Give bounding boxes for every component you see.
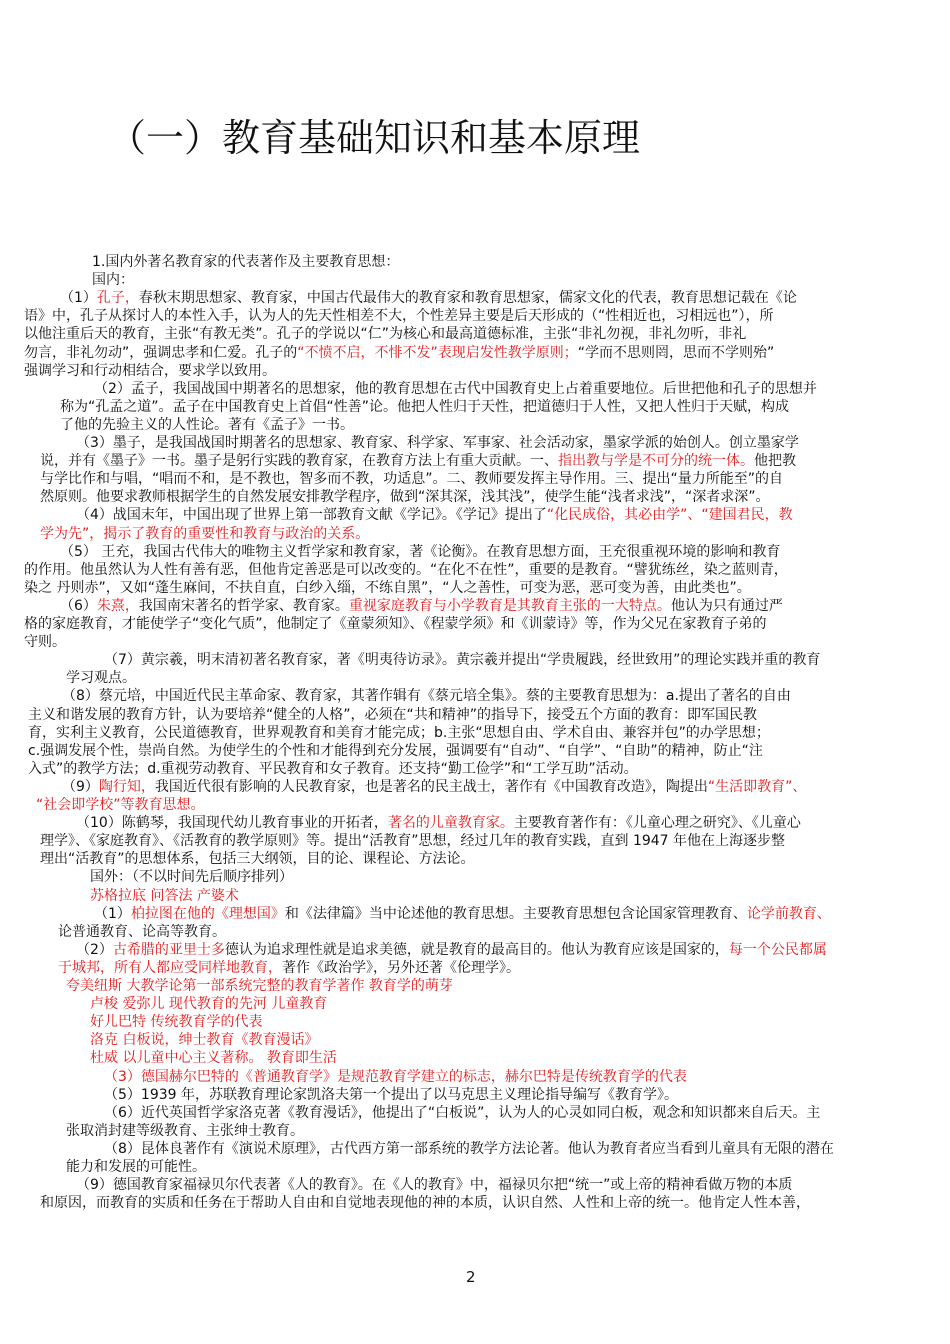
text-segment: 入式”的教学方法；d.重视劳动教育、平民教育和女子教育。还支持“勤工俭学”和“工学互助”活动。 bbox=[28, 760, 638, 777]
text-segment: 语》中，孔子从探讨人的本性入手，认为人的先天性相差不大，个性差异主要是后天形成的（“性相近也，习相远也”），所 bbox=[24, 308, 774, 325]
text-segment: 国内： bbox=[92, 272, 134, 289]
highlighted-text: “社会即学校”等教育思想。 bbox=[36, 797, 205, 813]
highlighted-text: 夸美纽斯 大教学论第一部系统完整的教育学著作 教育学的萌芽 bbox=[66, 978, 453, 994]
text-line bbox=[58, 922, 226, 942]
text-segment: 说，并有《墨子》一书。墨子是躬行实践的教育家，在教育方法上有重大贡献。一、 bbox=[40, 453, 558, 470]
text-segment: 著作《政治学》，另外还著《伦理学》。 bbox=[282, 959, 520, 976]
text-segment: （6） bbox=[60, 597, 97, 614]
text-segment: 德认为追求理性就是追求美德，就是教育的最高目的。他认为教育应该是国家的， bbox=[224, 941, 729, 958]
text-line bbox=[90, 1012, 262, 1032]
text-segment: 学习观点。 bbox=[66, 670, 136, 687]
text-segment: （8）蔡元培，中国近代民主革命家、教育家，其著作辑有《蔡元培全集》。蔡的主要教育思想为：a.提出了著名的自由 bbox=[62, 688, 791, 705]
text-segment: （5） 王充，我国古代伟大的唯物主义哲学家和教育家，著《论衡》。在教育思想方面，王充很重视环境的影响和教育 bbox=[60, 543, 781, 560]
text-segment: （5）1939 年，苏联教育理论家凯洛夫第一个提出了以马克思主义理论指导编写《教育学》。 bbox=[104, 1086, 678, 1103]
text-line bbox=[60, 596, 783, 616]
highlighted-text: 于城邦，所有人都应受同样地教育， bbox=[58, 959, 282, 976]
text-line bbox=[40, 487, 770, 507]
text-segment: 然原则。他要求教师根据学生的自然发展安排教学程序，做到“深其深，浅其浅”，使学生能“浅者求浅”，“深者求深”。 bbox=[40, 489, 770, 506]
text-line bbox=[76, 1175, 792, 1195]
text-line bbox=[60, 542, 780, 562]
text-line bbox=[76, 433, 799, 453]
text-segment: 张取消封建等级教育、主张绅士教育。 bbox=[66, 1122, 304, 1139]
text-segment: 称为“孔孟之道”。孟子在中国教育史上首倡“性善”论。他把人性归于天性，把道德归于人性，又把人性归于天赋，构成 bbox=[60, 398, 790, 415]
text-segment: 了他的先验主义的人性论。著有《孟子》一书。 bbox=[60, 416, 354, 433]
text-line bbox=[24, 306, 774, 326]
highlighted-text: 孔子， bbox=[96, 290, 139, 307]
text-line bbox=[62, 686, 791, 706]
text-line bbox=[90, 1048, 337, 1068]
highlighted-text: 好儿巴特 传统教育学的代表 bbox=[90, 1014, 263, 1031]
text-line bbox=[24, 632, 66, 652]
text-segment: 我国南宋著名的哲学家、教育家。 bbox=[138, 597, 349, 614]
highlighted-text: 论学前教育、 bbox=[746, 905, 831, 922]
text-segment: （2） bbox=[76, 941, 113, 958]
text-line bbox=[24, 578, 751, 598]
text-segment: 理出“活教育”的思想体系，包括三大纲领，目的论、课程论、方法论。 bbox=[40, 851, 475, 868]
text-line bbox=[24, 560, 788, 580]
text-segment: （1） bbox=[94, 905, 131, 922]
text-line bbox=[76, 505, 793, 525]
text-segment: 理学》、《家庭教育》、《活教育的教学原则》等。提出“活教育”思想，经过几年的教育实践，直到 1947 年他在上海逐步整 bbox=[40, 833, 786, 850]
text-segment: 主要教育著作有：《儿童心理之研究》、《儿童心 bbox=[513, 815, 801, 832]
highlighted-text: 朱熹， bbox=[96, 597, 139, 614]
text-segment: 1.国内外著名教育家的代表著作及主要教育思想： bbox=[92, 254, 400, 270]
highlighted-text: 陶行知， bbox=[98, 778, 155, 795]
text-line bbox=[58, 958, 520, 978]
highlighted-text: 每一个公民都属 bbox=[728, 941, 827, 958]
text-segment: 和《法律篇》当中论述他的教育思想。主要教育思想包含论国家管理教育、 bbox=[284, 905, 747, 922]
text-segment: 强调学习和行动相结合，要求学以致用。 bbox=[24, 362, 276, 379]
text-segment: （10）陈鹤琴，我国现代幼儿教育事业的开拓者， bbox=[76, 815, 388, 832]
text-line bbox=[40, 1193, 810, 1213]
text-line bbox=[28, 723, 770, 743]
text-line bbox=[40, 831, 785, 851]
text-line bbox=[60, 288, 797, 308]
text-line bbox=[62, 777, 806, 797]
text-segment: （3）墨子，是我国战国时期著名的思想家、教育家、科学家、军事家、社会活动家，墨家学派的始创人。创立墨家学 bbox=[76, 435, 799, 451]
text-line bbox=[24, 343, 774, 363]
highlighted-text: （3）德国赫尔巴特的《普通教育学》是规范教育学建立的标志，赫尔巴特是传统教育学的代表 bbox=[104, 1068, 687, 1085]
highlighted-text: “化民成俗，其必由学”、“建国君民，教 bbox=[546, 507, 793, 524]
text-line bbox=[104, 1139, 834, 1159]
text-line bbox=[104, 1067, 687, 1087]
text-line bbox=[90, 1030, 318, 1050]
text-segment: 染之 丹则赤”，又如“蓬生麻间，不扶自直，白纱入缁，不练自黑”，“人之善性，可变为恶，恶可变为善，由此类也”。 bbox=[24, 579, 751, 596]
text-segment: 他认为只有通过严 bbox=[670, 597, 783, 614]
text-line bbox=[24, 361, 276, 381]
text-line bbox=[60, 397, 789, 417]
text-segment: （8）昆体良著作有《演说术原理》，古代西方第一部系统的教学方法论著。他认为教育者应当看到儿童具有无限的潜在 bbox=[104, 1140, 834, 1157]
text-segment: （4）战国末年，中国出现了世界上第一部教育文献《学记》。《学记》提出了 bbox=[76, 507, 547, 524]
highlighted-text: 古希腊的亚里士多 bbox=[112, 941, 225, 958]
text-line bbox=[24, 614, 767, 634]
text-line bbox=[24, 324, 746, 344]
page-number: 2 bbox=[466, 1268, 476, 1286]
text-segment: 勿言，非礼勿动”，强调忠孝和仁爱。孔子的 bbox=[24, 344, 298, 361]
highlighted-text: 杜威 以儿童中心主义著称。 教育即生活 bbox=[90, 1050, 337, 1067]
text-segment: 论普通教育、论高等教育。 bbox=[58, 923, 226, 940]
text-line bbox=[40, 451, 796, 471]
text-line bbox=[28, 759, 638, 779]
highlighted-text: “生活即教育”、 bbox=[707, 778, 807, 795]
text-line bbox=[40, 849, 475, 869]
page-title: （一）教育基础知识和基本原理 bbox=[108, 116, 641, 160]
text-line bbox=[90, 867, 293, 887]
highlighted-text: 学为先”，揭示了教育的重要性和教育与政治的关系。 bbox=[40, 525, 370, 542]
text-segment: 能力和发展的可能性。 bbox=[66, 1159, 206, 1175]
text-segment: 格的家庭教育，才能使学子“变化气质”，他制定了《童蒙须知》、《程蒙学须》和《训蒙诗》等，作为父兄在家教育子弟的 bbox=[24, 616, 767, 632]
text-segment: 以他注重后天的教育，主张“有教无类”。孔子的学说以“仁”为核心和最高道德标准，主张“非礼勿视，非礼勿听，非礼 bbox=[24, 326, 747, 343]
text-segment: “学而不思则罔，思而不学则殆” bbox=[577, 344, 775, 361]
highlighted-text: 柏拉图在他的《理想国》 bbox=[130, 905, 285, 922]
text-segment: 守则。 bbox=[24, 634, 66, 651]
text-line bbox=[66, 1157, 206, 1177]
text-segment: 主义和谐发展的教育方针，认为要培养“健全的人格”，必须在“共和精神”的指导下，接受五个方面的教育：即军国民教 bbox=[28, 706, 758, 723]
text-segment: （9）德国教育家福禄贝尔代表著《人的教育》。在《人的教育》中，福禄贝尔把“统一”或上帝的精神看做万物的本质 bbox=[76, 1177, 793, 1194]
text-line bbox=[76, 940, 827, 960]
highlighted-text: 洛克 白板说，绅士教育《教育漫话》 bbox=[90, 1032, 319, 1049]
text-line bbox=[104, 650, 820, 670]
text-line bbox=[90, 994, 327, 1014]
text-line bbox=[104, 1085, 678, 1105]
highlighted-text: “不愤不启，不悱不发”表现启发性教学原则； bbox=[297, 344, 578, 361]
text-line bbox=[94, 379, 817, 399]
text-segment: 和原因，而教育的实质和任务在于帮助人自由和自觉地表现他的神的本质，认识自然、人性和上帝的统一。他肯定人性本善， bbox=[40, 1195, 810, 1212]
text-line bbox=[66, 1121, 304, 1141]
text-line bbox=[94, 904, 831, 924]
text-line bbox=[92, 270, 134, 290]
text-segment: c.强调发展个性，崇尚自然。为使学生的个性和才能得到充分发展，强调要有“自动”、“自学”、“自助”的精神，防止“注 bbox=[28, 742, 763, 759]
text-segment: 的作用。他虽然认为人性有善有恶，但他肯定善恶是可以改变的。“在化不在性”，重要的是教育。“譬犹练丝，染之蓝则青， bbox=[24, 561, 788, 578]
text-segment: （9） bbox=[62, 778, 99, 795]
text-line bbox=[28, 741, 763, 761]
text-line bbox=[66, 668, 136, 688]
text-segment: 他把教 bbox=[754, 453, 796, 470]
text-line bbox=[28, 705, 757, 725]
text-line bbox=[36, 795, 205, 815]
text-line bbox=[90, 886, 239, 906]
text-segment: （6）近代英国哲学家洛克著《教育漫话》，他提出了“白板说”，认为人的心灵如同白板，观念和知识都来自后天。主 bbox=[104, 1104, 821, 1121]
highlighted-text: 著名的儿童教育家。 bbox=[387, 815, 514, 832]
highlighted-text: 重视家庭教育与小学教育是其教育主张的一大特点。 bbox=[348, 597, 671, 614]
highlighted-text: 卢梭 爱弥儿 现代教育的先河 儿童教育 bbox=[90, 996, 328, 1013]
text-line bbox=[40, 524, 369, 544]
text-line bbox=[66, 976, 453, 996]
text-segment: 育，实利主义教育，公民道德教育，世界观教育和美育才能完成；b.主张“思想自由、学术自由、兼容并包”的办学思想； bbox=[28, 724, 770, 741]
text-segment: 我国近代很有影响的人民教育家，也是著名的民主战士，著作有《中国教育改造》，陶提出 bbox=[154, 778, 708, 795]
text-line bbox=[76, 813, 801, 833]
text-line bbox=[92, 252, 399, 272]
text-line bbox=[60, 415, 354, 435]
highlighted-text: 指出教与学是不可分的统一体。 bbox=[558, 453, 754, 470]
text-segment: （2）孟子，我国战国中期著名的思想家，他的教育思想在古代中国教育史上占着重要地位。后世把他和孔子的思想并 bbox=[94, 380, 817, 397]
text-line bbox=[104, 1103, 820, 1123]
text-line bbox=[40, 469, 783, 489]
text-segment: 春秋末期思想家、教育家，中国古代最伟大的教育家和教育思想家，儒家文化的代表，教育思想记载在《论 bbox=[138, 290, 797, 307]
text-segment: 国外：（不以时间先后顺序排列） bbox=[90, 869, 293, 886]
text-segment: （7）黄宗羲，明末清初著名教育家，著《明夷待访录》。黄宗羲并提出“学贵履践，经世致用”的理论实践并重的教育 bbox=[104, 652, 821, 669]
text-segment: （1） bbox=[60, 290, 97, 307]
highlighted-text: 苏格拉底 问答法 产婆术 bbox=[90, 887, 239, 904]
text-segment: 与学比作和与唱，“唱而不和，是不教也，智多而不教，功适息”。二、教师要发挥主导作用。三、提出“量力所能至”的自 bbox=[40, 471, 784, 488]
